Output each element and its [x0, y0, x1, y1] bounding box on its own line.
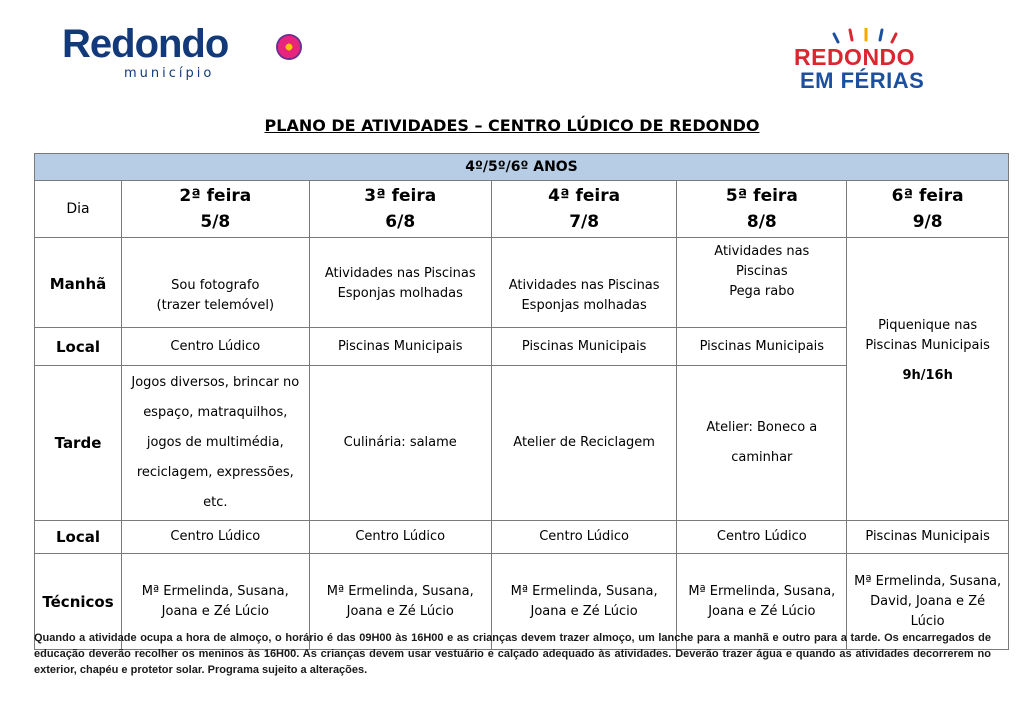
row-label-manha: Manhã	[35, 238, 122, 328]
day-date: 8/8	[746, 212, 777, 232]
local2-cell-wednesday: Centro Lúdico	[491, 521, 676, 554]
tecnicos-cell-friday: Mª Ermelinda, Susana, David, Joana e Zé Lúcio	[847, 554, 1009, 650]
cell-line: Atividades nas	[714, 244, 810, 259]
logo-line-redondo: REDONDO	[794, 44, 916, 70]
row-label-local: Local	[35, 521, 122, 554]
cell-line: Piscinas Municipais	[865, 338, 990, 353]
local1-cell-thursday: Piscinas Municipais	[677, 328, 847, 366]
day-date: 7/8	[569, 212, 600, 232]
page-title	[0, 116, 1024, 135]
logo-subtitle: município	[124, 66, 215, 81]
local2-cell-tuesday: Centro Lúdico	[309, 521, 491, 554]
sun-rays-icon	[830, 28, 900, 44]
day-header-monday	[122, 181, 310, 238]
hours-label: 9h/16h	[902, 368, 953, 383]
day-header-tuesday	[309, 181, 491, 238]
redondo-em-ferias-logo	[790, 30, 940, 92]
cell-line: Sou fotografo	[171, 277, 260, 293]
cell-line: Piscinas	[735, 264, 788, 279]
flower-icon	[276, 34, 302, 60]
row-label-tarde: Tarde	[35, 366, 122, 521]
tarde-cell-thursday: Atelier: Boneco a caminhar	[677, 366, 847, 521]
local2-cell-monday: Centro Lúdico	[122, 521, 310, 554]
day-header-wednesday	[491, 181, 676, 238]
logo-wordmark: Redondo	[62, 22, 229, 66]
day-date: 5/8	[200, 212, 231, 232]
tarde-cell-wednesday: Atelier de Reciclagem	[491, 366, 676, 521]
tarde-cell-monday: Jogos diversos, brincar no espaço, matraquilhos, jogos de multimédia, reciclagem, expressões, etc.	[122, 366, 310, 521]
tarde-cell-tuesday: Culinária: salame	[309, 366, 491, 521]
day-name: 4ª feira	[548, 186, 621, 206]
local1-cell-wednesday: Piscinas Municipais	[491, 328, 676, 366]
header-row	[35, 181, 1009, 238]
manha-cell-wednesday	[491, 238, 676, 328]
tecnicos-cell-tuesday: Mª Ermelinda, Susana, Joana e Zé Lúcio	[309, 554, 491, 650]
day-name: 6ª feira	[891, 186, 964, 206]
row-label-local: Local	[35, 328, 122, 366]
cell-line: Pega rabo	[729, 284, 795, 299]
band-row	[35, 154, 1009, 181]
dia-header: Dia	[35, 181, 122, 238]
footnote: Quando a atividade ocupa a hora de almoço, o horário é das 09H00 às 16H00 e as crianças devem trazer almoço, um lanche para a manhã e outro para a tarde. Os encarregados de educação deverão recolher os meninos às 16H00. As crianças devem usar vestuário e calçado adequado às atividades. Deverão trazer água e quando as atividades decorrerem no exterior, chapéu e protetor solar. Programa sujeito a alterações.	[34, 632, 991, 676]
local-row-2	[35, 521, 1009, 554]
local1-cell-monday: Centro Lúdico	[122, 328, 310, 366]
day-header-thursday	[677, 181, 847, 238]
day-header-friday	[847, 181, 1009, 238]
day-name: 5ª feira	[725, 186, 798, 206]
manha-cell-monday	[122, 238, 310, 328]
age-band: 4º/5º/6º ANOS	[35, 154, 1009, 181]
logo-line-em-ferias: EM FÉRIAS	[800, 68, 925, 93]
cell-line: Esponjas molhadas	[521, 297, 647, 313]
day-name: 2ª feira	[179, 186, 252, 206]
activities-table	[34, 153, 1009, 650]
manha-cell-tuesday	[309, 238, 491, 328]
redondo-municipio-logo	[60, 22, 250, 86]
local2-cell-friday: Piscinas Municipais	[847, 521, 1009, 554]
cell-line: (trazer telemóvel)	[156, 297, 275, 313]
day-name: 3ª feira	[364, 186, 437, 206]
cell-line: Atividades nas Piscinas	[324, 266, 476, 281]
day-date: 6/8	[385, 212, 416, 232]
day-date: 9/8	[912, 212, 943, 232]
cell-line: Atividades nas Piscinas	[508, 277, 660, 293]
local1-cell-tuesday: Piscinas Municipais	[309, 328, 491, 366]
cell-line: Esponjas molhadas	[337, 286, 463, 301]
tecnicos-cell-thursday: Mª Ermelinda, Susana, Joana e Zé Lúcio	[677, 554, 847, 650]
row-label-tecnicos: Técnicos	[35, 554, 122, 650]
manha-row	[35, 238, 1009, 328]
local2-cell-thursday: Centro Lúdico	[677, 521, 847, 554]
cell-line: Piquenique nas	[878, 318, 978, 333]
title-text: PLANO DE ATIVIDADES – CENTRO LÚDICO DE REDONDO	[264, 116, 760, 135]
tecnicos-cell-wednesday: Mª Ermelinda, Susana, Joana e Zé Lúcio	[491, 554, 676, 650]
manha-cell-thursday	[677, 238, 847, 328]
friday-merged-cell	[847, 238, 1009, 521]
tecnicos-cell-monday: Mª Ermelinda, Susana, Joana e Zé Lúcio	[122, 554, 310, 650]
